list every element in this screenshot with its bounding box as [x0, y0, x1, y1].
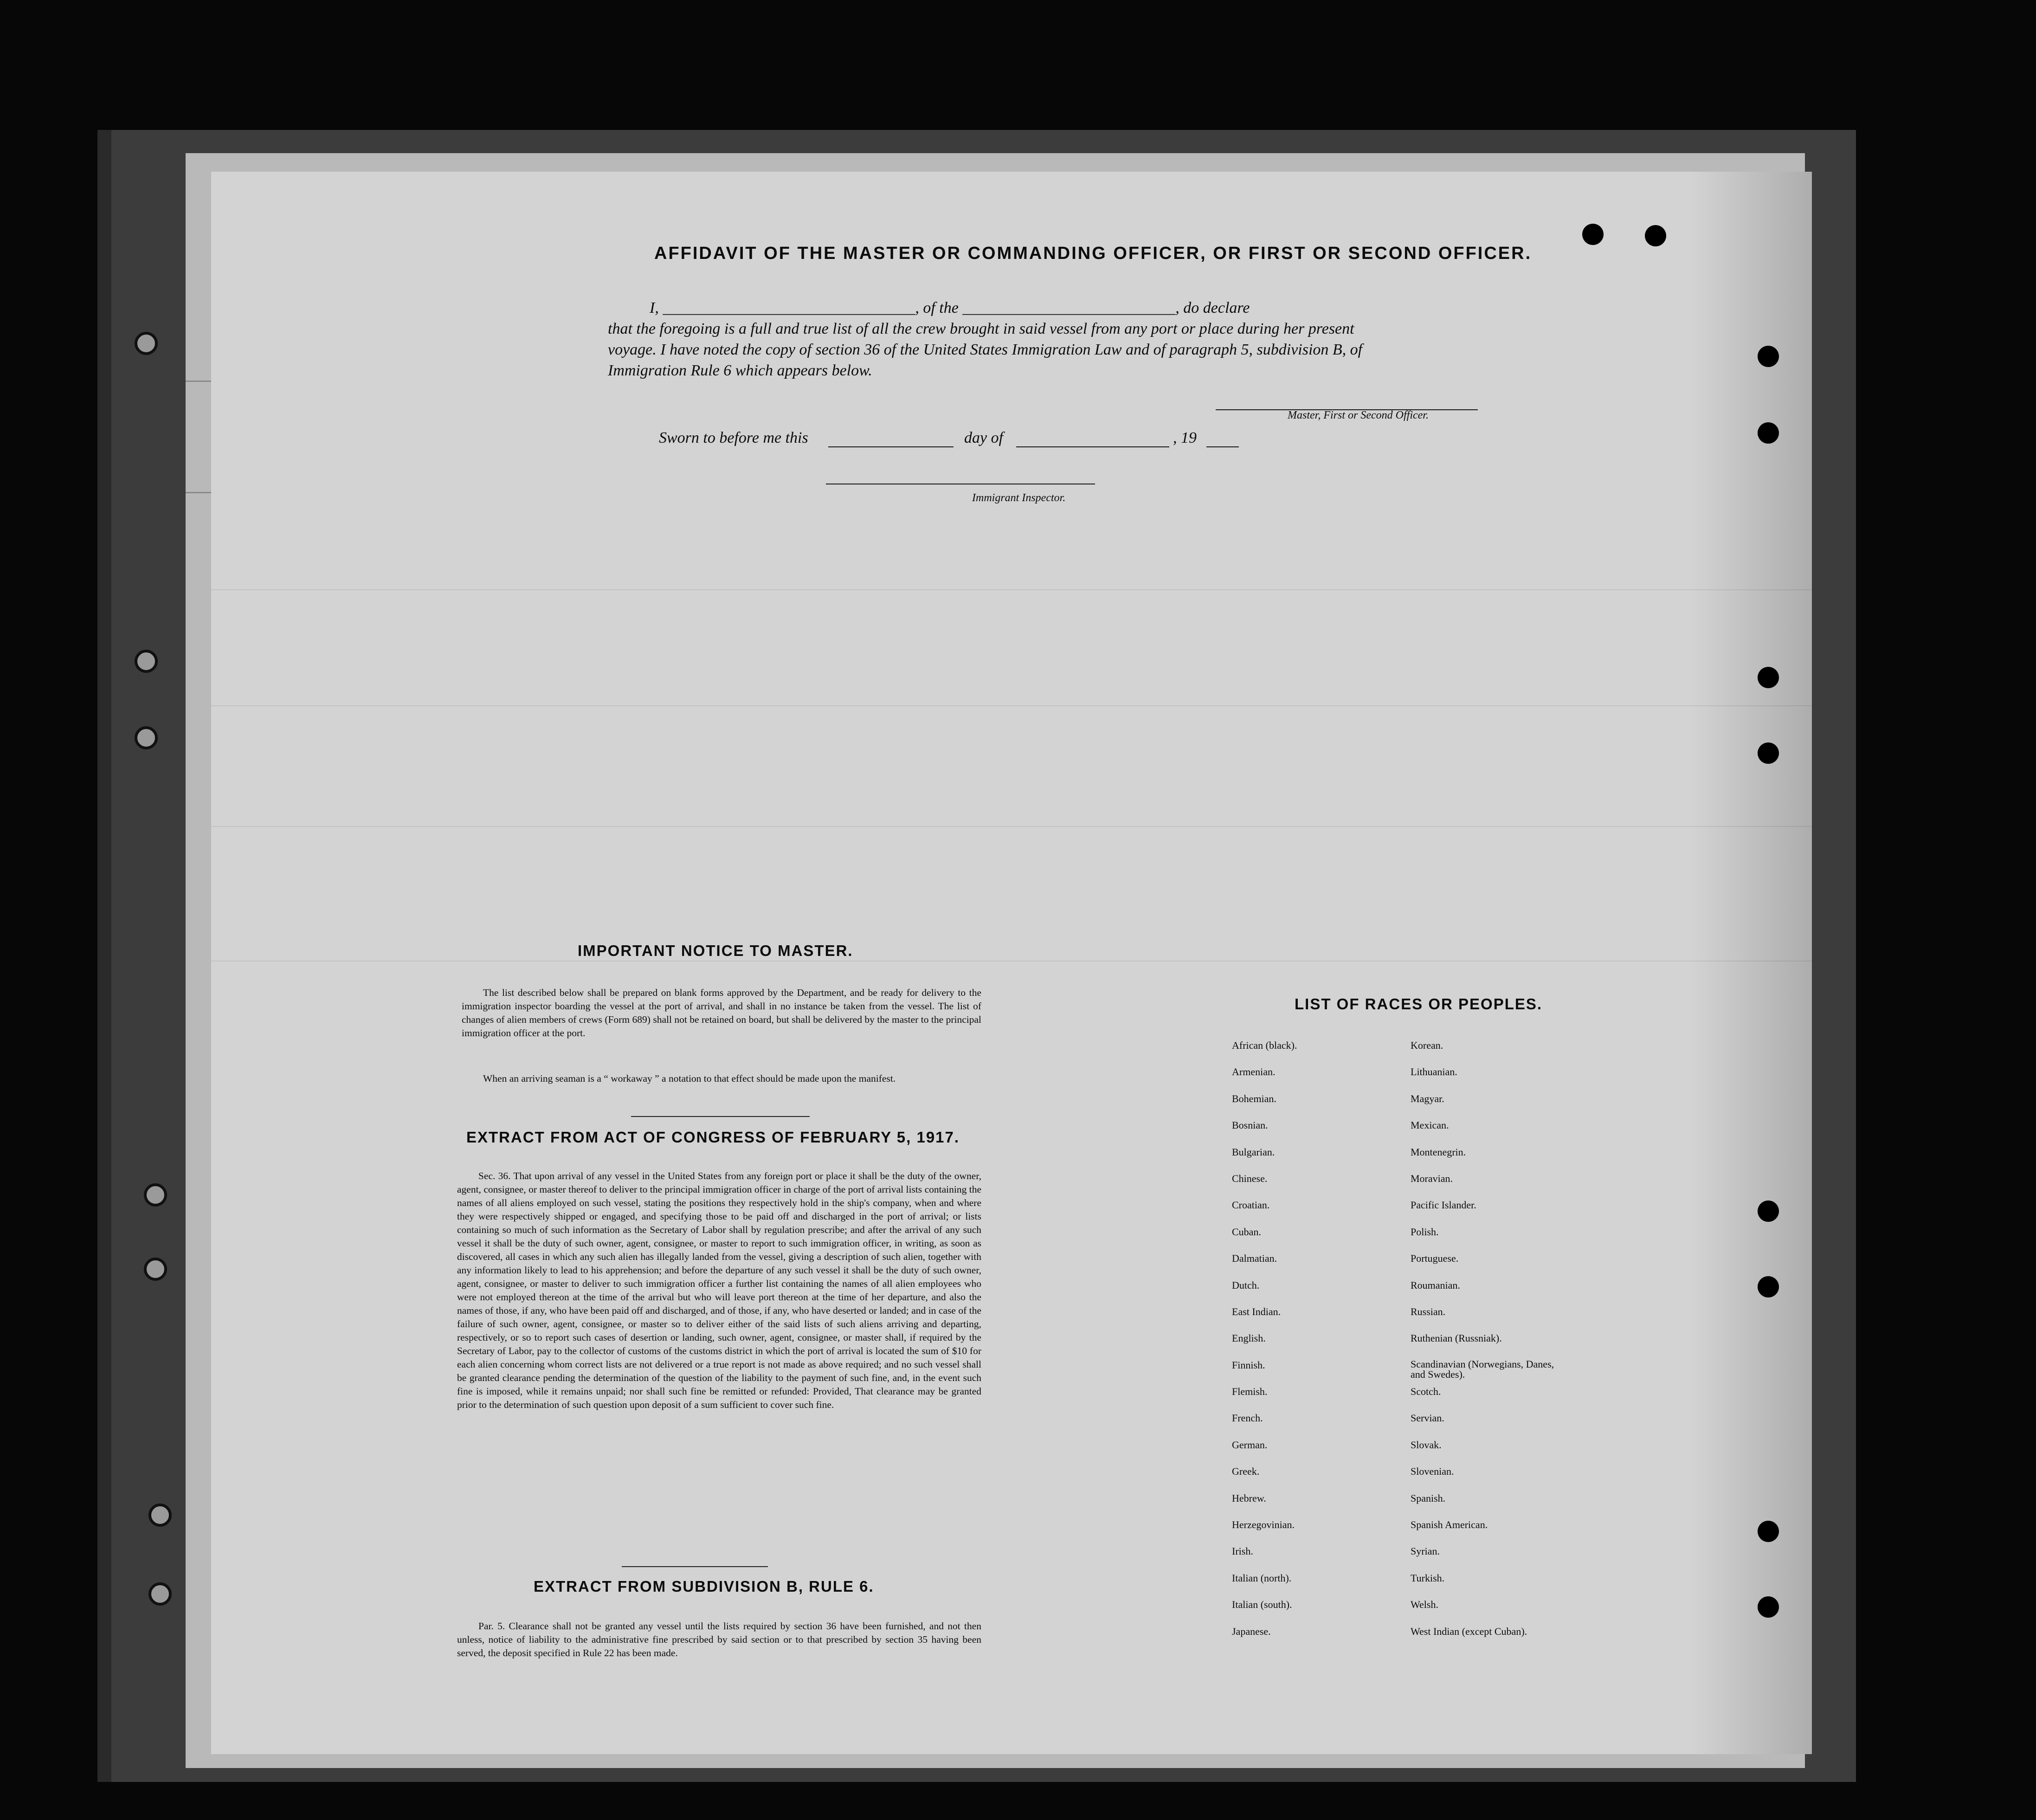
race-item: Scandinavian (Norwegians, Danes, and Swedes).	[1411, 1358, 1554, 1380]
race-item: Slovak.	[1411, 1439, 1442, 1451]
race-item: Polish.	[1411, 1226, 1439, 1238]
sworn-label: Sworn to before me this	[659, 429, 808, 446]
race-item: Korean.	[1411, 1039, 1443, 1051]
punch-hole-icon	[1758, 667, 1779, 688]
notice-title: IMPORTANT NOTICE TO MASTER.	[578, 942, 853, 959]
punch-hole-icon	[144, 1183, 167, 1207]
sworn-day-label: day of	[964, 429, 1004, 446]
punch-hole-icon	[1645, 225, 1666, 246]
race-item: Greek.	[1232, 1465, 1260, 1478]
race-item: Syrian.	[1411, 1545, 1440, 1557]
race-item: Turkish.	[1411, 1572, 1445, 1584]
race-item: Montenegrin.	[1411, 1146, 1466, 1158]
punch-hole-icon	[1758, 1276, 1779, 1297]
race-item: Finnish.	[1232, 1359, 1265, 1371]
act-extract-title: EXTRACT FROM ACT OF CONGRESS OF FEBRUARY 5, 1917.	[466, 1129, 960, 1146]
sworn-day-blank	[828, 446, 954, 447]
punch-hole-icon	[135, 726, 158, 749]
race-item: German.	[1232, 1439, 1268, 1451]
race-item: Mexican.	[1411, 1119, 1449, 1131]
race-item: Chinese.	[1232, 1172, 1268, 1184]
race-item: Welsh.	[1411, 1599, 1438, 1611]
race-item: Dutch.	[1232, 1279, 1260, 1291]
race-item: Servian.	[1411, 1412, 1444, 1424]
race-item: Lithuanian.	[1411, 1066, 1457, 1078]
race-item: English.	[1232, 1332, 1266, 1344]
inspector-label: Immigrant Inspector.	[972, 492, 1066, 504]
affidavit-line: that the foregoing is a full and true list of all the crew brought in said vessel from any port or place during her present	[608, 320, 1354, 337]
race-item: West Indian (except Cuban).	[1411, 1625, 1527, 1637]
sworn-year-blank	[1206, 446, 1239, 447]
race-item: Roumanian.	[1411, 1279, 1460, 1291]
punch-hole-icon	[1758, 1596, 1779, 1618]
race-item: Cuban.	[1232, 1226, 1261, 1238]
race-item: Irish.	[1232, 1545, 1253, 1557]
punch-hole-icon	[135, 332, 158, 355]
race-item: Portuguese.	[1411, 1252, 1459, 1265]
race-item: Japanese.	[1232, 1625, 1271, 1637]
punch-hole-icon	[135, 650, 158, 673]
sworn-month-blank	[1016, 446, 1169, 447]
race-item: Dalmatian.	[1232, 1252, 1277, 1265]
punch-hole-icon	[1758, 1200, 1779, 1222]
punch-hole-icon	[1758, 422, 1779, 444]
punch-hole-icon	[144, 1258, 167, 1281]
affidavit-line: voyage. I have noted the copy of section 36 of the United States Immigration Law and of paragraph 5, subdivision B, of	[608, 341, 1363, 358]
race-item: Spanish.	[1411, 1492, 1446, 1504]
race-item: Scotch.	[1411, 1386, 1441, 1398]
separator-rule	[622, 1566, 768, 1567]
punch-hole-icon	[1758, 346, 1779, 367]
race-item: French.	[1232, 1412, 1263, 1424]
race-item: Spanish American.	[1411, 1519, 1488, 1531]
notice-paragraph: When an arriving seaman is a “ workaway ” a notation to that effect should be made upon the manifest.	[483, 1073, 896, 1084]
race-item: African (black).	[1232, 1039, 1297, 1051]
race-item: Armenian.	[1232, 1066, 1276, 1078]
race-item: Italian (north).	[1232, 1572, 1292, 1584]
punch-hole-icon	[1758, 1521, 1779, 1542]
master-signature-label: Master, First or Second Officer.	[1288, 409, 1429, 421]
affidavit-sheet	[211, 172, 1812, 1754]
race-item: Pacific Islander.	[1411, 1199, 1476, 1211]
race-item: Russian.	[1411, 1305, 1446, 1317]
affidavit-line: Immigration Rule 6 which appears below.	[608, 362, 872, 379]
race-item: Bosnian.	[1232, 1119, 1268, 1131]
race-item: Flemish.	[1232, 1386, 1268, 1398]
races-list-left	[1232, 1039, 1297, 1652]
race-item: Italian (south).	[1232, 1599, 1292, 1611]
rule-extract-title: EXTRACT FROM SUBDIVISION B, RULE 6.	[534, 1578, 874, 1595]
act-extract-text: Sec. 36. That upon arrival of any vessel in the United States from any foreign port or place it shall be the duty of the owner, agent, consignee, or master thereof to deliver to the principal immigration officer in charge of the port of arrival lists containing the names of all aliens employed on such vessel, stating the positions they respectively hold in the ship's company, when and where they were respectively shipped or engaged, and specifying those to be paid off and discharged in the port of arrival; or lists containing so much of such information as the Secretary of Labor shall by regulation prescribe; and after the arrival of any such vessel it shall be the duty of such owner, agent, consignee, or master to report to such immigration officer, in writing, as soon as discovered, all cases in which any such alien has illegally landed from the vessel, giving a description of such alien, together with any information likely to lead to his apprehension; and before the departure of any such vessel it shall be the duty of such owner, agent, consignee, or master to deliver to such immigration officer a further list containing the names of all alien employees who were not employed thereon at the time of the arrival but who will leave port thereon at the time of her departure, and also the names of those, if any, who have been paid off and discharged, and of those, if any, who have deserted or landed; and in case of the failure of such owner, agent, consignee, or master so to deliver either of the said lists of such aliens arriving and departing, respectively, or so to report such cases of desertion or landing, such owner, agent, consignee, or master shall, if required by the Secretary of Labor, pay to the collector of customs of the customs district in which the port of arrival is located the sum of $10 for each alien concerning whom correct lists are not delivered or a true report is not made as above required; and no such vessel shall be granted clearance pending the determination of the question of the liability to the payment of such fine, and, in the event such fine is imposed, while it remains unpaid; nor shall such fine be remitted or refunded: Provided, That clearance may be granted prior to the determination of such question upon deposit of a sum sufficient to cover such fine.	[457, 1170, 981, 1410]
race-item: Magyar.	[1411, 1092, 1444, 1104]
affidavit-title: AFFIDAVIT OF THE MASTER OR COMMANDING OFFICER, OR FIRST OR SECOND OFFICER.	[654, 244, 1532, 263]
punch-hole-icon	[148, 1582, 172, 1606]
race-item: Bulgarian.	[1232, 1146, 1275, 1158]
race-item: Bohemian.	[1232, 1092, 1276, 1104]
race-item: Moravian.	[1411, 1172, 1453, 1184]
separator-rule	[631, 1116, 810, 1117]
rule-extract-text: Par. 5. Clearance shall not be granted any vessel until the lists required by section 36 have been furnished, and not then unless, notice of liability to the administrative fine prescribed by said section or to that prescribed by section 35 having been served, the deposit specified in Rule 22 has been made.	[457, 1620, 981, 1659]
race-item: Hebrew.	[1232, 1492, 1266, 1504]
races-list-right	[1411, 1039, 1564, 1652]
race-item: Ruthenian (Russniak).	[1411, 1332, 1502, 1344]
race-item: Croatian.	[1232, 1199, 1270, 1211]
races-title: LIST OF RACES OR PEOPLES.	[1295, 995, 1543, 1013]
affidavit-line: I, ________________________________, of the ___________________________, do declare	[650, 299, 1250, 316]
punch-hole-icon	[1582, 224, 1604, 245]
punch-hole-icon	[1758, 742, 1779, 764]
punch-hole-icon	[148, 1504, 172, 1527]
notice-paragraph: The list described below shall be prepared on blank forms approved by the Department, and be ready for delivery to the immigration inspector boarding the vessel at the port of arrival, and shall in no instance be taken from the vessel. The list of changes of alien members of crews (Form 689) shall not be retained on board, but shall be delivered by the master to the principal immigration officer at the port.	[462, 987, 981, 1039]
race-item: Herzegovinian.	[1232, 1519, 1295, 1531]
race-item: East Indian.	[1232, 1305, 1281, 1317]
sworn-year-label: , 19	[1173, 429, 1197, 446]
race-item: Slovenian.	[1411, 1465, 1454, 1478]
